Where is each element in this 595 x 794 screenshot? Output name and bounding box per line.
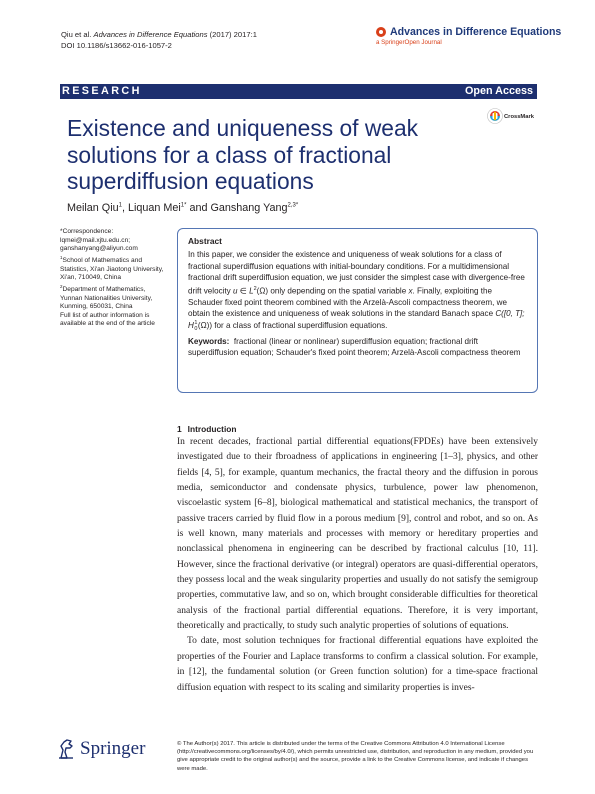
paragraph: In recent decades, fractional partial differential equations(FPDEs) have been extensively investigated due to their fbroadness of applications in engineering [1–3], physics, and other fields [4, 5], for example, quantum mechanics, the fractal theory and the diffusion in porous media, semiconductor and condensate physics, turbulence, power law phenomenon, viscoelastic system [6–8], biological mathematical and statistical mechanics, the transport of passive tracers carried by fluid flow in a porous medium [9], control and robot, and so on. As is well known, many materials and processes with memory or hereditary properties and nonclassical phenomena in engineering can be described by fractional calculus [10, 11]. However, since the fractional derivative (or integral) operators are quasi-differential operators, they possess local and the weak singularity properties and usually do not satisfy the semigroup properties, commutative law, and so on, which brought considerable difficulties for theoretical analysis of the fractional partial differential equations. Therefore, it is very important, theoretically and practically, to study such analytic properties of solutions of equations. xyxy=(177,437,538,632)
citation-year-volume: (2017) 2017:1 xyxy=(209,30,257,39)
crossmark-badge[interactable] xyxy=(487,108,534,124)
section-title: Introduction xyxy=(187,424,237,434)
affiliation-number: 2 xyxy=(60,283,63,289)
open-access-label: Open Access xyxy=(464,85,533,97)
springer-logo xyxy=(57,738,145,760)
affiliation-entry xyxy=(60,283,168,312)
journal-subtitle: a SpringerOpen Journal xyxy=(376,39,442,46)
journal-name: Advances in Difference Equations xyxy=(390,26,562,38)
publisher-name: Springer xyxy=(80,738,146,759)
crossmark-label: CrossMark xyxy=(504,114,534,120)
citation-line xyxy=(61,29,257,40)
correspondence-label: *Correspondence: xyxy=(60,228,114,235)
body-text xyxy=(177,435,538,696)
author-conjunction: and xyxy=(189,202,208,214)
section-number: 1 xyxy=(177,424,182,434)
abstract-box xyxy=(177,228,538,393)
springeropen-logo-icon xyxy=(376,27,386,37)
license-notice: © The Author(s) 2017. This article is distributed under the terms of the Creative Commons Attribution 4.0 International License (http://creativecommons.org/licenses/by/4.0/), which permits unrestricted use, distribution, and reproduction in any medium, provided you give appropriate credit to the original author(s) and the source, provide a link to the Creative Commons license, and indicate if changes were made. xyxy=(177,741,534,772)
affiliation-number: 1 xyxy=(60,254,63,260)
author-affiliation-mark: 1* xyxy=(180,202,187,209)
citation-journal: Advances in Difference Equations xyxy=(93,30,208,39)
keywords-label: Keywords: xyxy=(188,336,230,346)
doi[interactable]: DOI 10.1186/s13662-016-1057-2 xyxy=(61,41,172,50)
author-affiliation-mark: 2,3* xyxy=(287,202,299,209)
author-affiliation-mark: 1 xyxy=(118,202,122,209)
author-name: Meilan Qiu xyxy=(67,202,119,214)
author-name: Liquan Mei xyxy=(127,202,181,214)
citation-header xyxy=(61,29,257,51)
abstract-heading: Abstract xyxy=(188,236,222,246)
affiliation-entry xyxy=(60,254,168,283)
keywords xyxy=(188,336,527,359)
abstract-text: In this paper, we consider the existence and uniqueness of weak solutions for a class of fractional superdiffusion equations with initial-boundary conditions. For a multidimensional fractional drift superdiffusion equation, we just consider the simplest case with divergence-free drift velocity u ∈ $L^2(\Omega)$ only depending on the spatial variable x. Finally, exploiting the Schauder fixed point theorem combined with the Arzelà-Ascoli compactness theorem, we obtain the existence and uniqueness of weak solutions in the standard Banach space C([0, T]; H 1 0 (Ω)) for a class of fractional superdiffusion equations. xyxy=(188,250,525,332)
paragraph: To date, most solution techniques for fractional differential equations have exploited the properties of the Fourier and Laplace transforms to confirm a classical solution. For example, in [12], the fundamental solution (or Green function solution) for a time-space fractional diffusion equation with respect to its scaling and similarity properties is inves- xyxy=(177,636,538,693)
section-heading xyxy=(177,424,237,434)
keywords-text: fractional (linear or nonlinear) superdiffusion equation; fractional drift superdiffusion equation; Schauder's fixed point theorem; Arzelà-Ascoli compactness theorem xyxy=(188,336,521,358)
article-type-banner xyxy=(60,84,537,99)
author-info-note: Full list of author information is available at the end of the article xyxy=(60,311,155,328)
author-list: Meilan Qiu$^1$, Liquan Mei$^{1*}$ and Ganshang Yang$^{2,3*}$ xyxy=(67,202,299,214)
journal-masthead xyxy=(376,26,561,46)
affiliation-text: Department of Mathematics, Yunnan Nationalities University, Kunming, 650031, China xyxy=(60,285,153,311)
correspondence-email[interactable]: lqmei@mail.xjtu.edu.cn; xyxy=(60,236,131,244)
crossmark-icon xyxy=(487,108,503,124)
article-title: Existence and uniqueness of weak solutions for a class of fractional superdiffusion equations xyxy=(67,115,419,194)
citation-authors: Qiu et al. xyxy=(61,30,92,39)
author-name: Ganshang Yang xyxy=(210,202,288,214)
article-type-label: RESEARCH xyxy=(62,85,142,97)
affiliation-text: School of Mathematics and Statistics, Xi'an Jiaotong University, Xi'an, 710049, China xyxy=(60,256,164,282)
affiliation-sidebar xyxy=(60,228,168,329)
springer-horse-icon xyxy=(57,738,77,760)
correspondence-email[interactable]: ganshanyang@aliyun.com xyxy=(60,245,138,253)
